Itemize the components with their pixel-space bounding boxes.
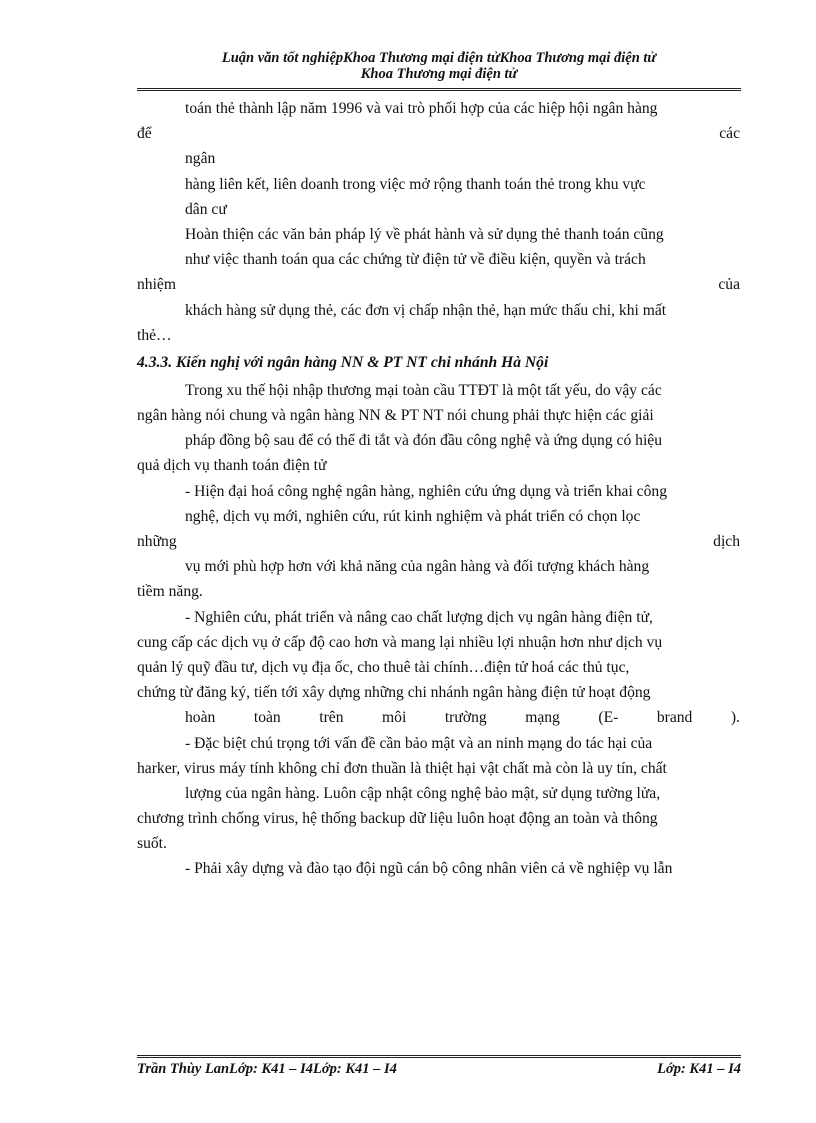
- text-line: toán thẻ thành lập năm 1996 và vai trò phối hợp của các hiệp hội ngân hàng: [185, 100, 658, 117]
- text-line: tiềm năng.: [137, 583, 203, 601]
- text-line: những dịch: [137, 533, 740, 550]
- text-line: thẻ…: [137, 326, 172, 344]
- text-line: Trong xu thế hội nhập thương mại toàn cầu TTĐT là một tất yếu, do vậy các: [185, 381, 662, 399]
- text-line: nghệ, dịch vụ mới, nghiên cứu, rút kinh nghiệm và phát triển có chọn lọc: [185, 507, 641, 525]
- footer-author: Trần Thùy LanLớp: K41 – I4Lớp: K41 – I4: [137, 1061, 397, 1077]
- document-body: [137, 96, 740, 882]
- text-line: dân cư: [185, 200, 227, 218]
- text-line: - Hiện đại hoá công nghệ ngân hàng, nghiên cứu ứng dụng và triển khai công: [185, 482, 667, 500]
- footer-class: Lớp: K41 – I4: [657, 1061, 741, 1077]
- text-line: chương trình chống virus, hệ thống backup dữ liệu luôn hoạt động an toàn và thông: [137, 810, 658, 828]
- text-line: như việc thanh toán qua các chứng từ điện tử về điều kiện, quyền và trách: [185, 251, 646, 269]
- text-line: harker, virus máy tính không chỉ đơn thuần là thiệt hại vật chất mà còn là uy tín, chất: [137, 759, 667, 777]
- text-line: để các: [137, 125, 740, 143]
- text-line: - Đặc biệt chú trọng tới vấn đề cần bảo mật và an ninh mạng do tác hại của: [185, 734, 653, 752]
- text-line: Hoàn thiện các văn bản pháp lý về phát hành và sử dụng thẻ thanh toán cũng: [185, 225, 664, 243]
- text-line: - Nghiên cứu, phát triển và nâng cao chất lượng dịch vụ ngân hàng điện tử,: [185, 608, 653, 626]
- text-line: hoàn toàn trên môi trường mạng (E- brand ).: [185, 709, 740, 727]
- text-line: chứng từ đăng ký, tiến tới xây dựng những chi nhánh ngân hàng điện tử hoạt động: [137, 684, 651, 702]
- section-heading: 4.3.3. Kiến nghị với ngân hàng NN & PT NT chi nhánh Hà Nội: [137, 353, 549, 371]
- text-line: khách hàng sử dụng thẻ, các đơn vị chấp nhận thẻ, hạn mức thấu chi, khi mất: [185, 301, 667, 319]
- text-line: pháp đồng bộ sau để có thể đi tắt và đón đầu công nghệ và ứng dụng có hiệu: [185, 432, 663, 450]
- page-header: [137, 50, 741, 82]
- text-line: ngân hàng nói chung và ngân hàng NN & PT NT nói chung phải thực hiện các giải: [137, 407, 654, 425]
- text-line: cung cấp các dịch vụ ở cấp độ cao hơn và mang lại nhiều lợi nhuận hơn như dịch vụ: [137, 633, 663, 651]
- text-line: nhiệm của: [137, 276, 740, 294]
- header-rule: [137, 88, 741, 91]
- text-line: vụ mới phù hợp hơn với khả năng của ngân hàng và đối tượng khách hàng: [185, 558, 650, 576]
- text-line: quản lý quỹ đầu tư, dịch vụ địa ốc, cho thuê tài chính…điện tử hoá các thủ tục,: [137, 658, 630, 676]
- footer-rule: [137, 1055, 741, 1058]
- text-line: - Phải xây dựng và đào tạo đội ngũ cán bộ công nhân viên cả về nghiệp vụ lẫn: [185, 860, 673, 878]
- header-line-2: Khoa Thương mại điện tử: [360, 66, 518, 82]
- text-line: quả dịch vụ thanh toán điện tử: [137, 457, 327, 475]
- text-line: hàng liên kết, liên doanh trong việc mở rộng thanh toán thẻ trong khu vực: [185, 175, 646, 193]
- text-line: lượng của ngân hàng. Luôn cập nhật công nghệ bảo mật, sử dụng tường lửa,: [185, 784, 661, 802]
- text-line: suốt.: [137, 835, 167, 853]
- header-line-1: Luận văn tốt nghiệpKhoa Thương mại điện tửKhoa Thương mại điện tử: [221, 50, 657, 66]
- text-line: ngân: [185, 150, 216, 168]
